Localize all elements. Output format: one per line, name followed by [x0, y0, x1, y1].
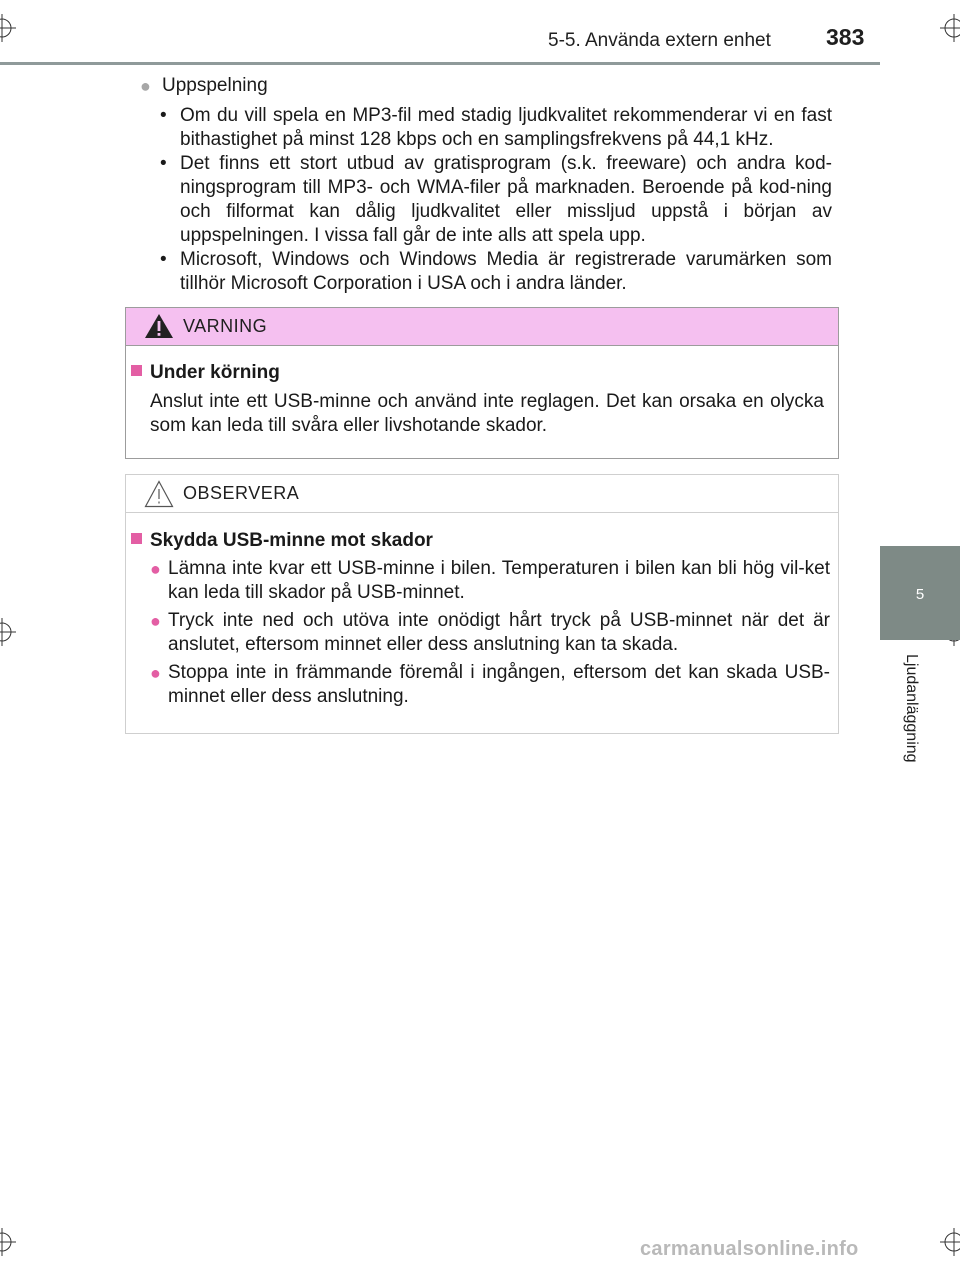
bullet-icon: • — [160, 249, 167, 270]
notice-box — [125, 474, 839, 734]
warning-triangle-icon — [144, 313, 174, 344]
notice-list — [150, 557, 830, 713]
bullet-dot-icon: ● — [150, 559, 161, 579]
list-item-text: Det finns ett stort utbud av gratisprogram (s.k. freeware) och andra kod-ningsprogram till MP3- och WMA-filer på marknaden. Beroende på kod-ning och filformat kan dålig ljudkvalitet eller missljud uppstå i början av uppspelningen. I vissa fall går de inte alls att spela upp. — [180, 153, 832, 246]
watermark: carmanualsonline.info — [640, 1238, 859, 1260]
list-item-text: Om du vill spela en MP3-fil med stadig ljudkvalitet rekommenderar vi en fast bithastighet på minst 128 kbps och en samplingsfrekvens på 44,1 kHz. — [180, 105, 832, 150]
square-bullet-icon — [131, 533, 142, 544]
registration-mark-icon — [0, 1228, 16, 1256]
section-title: 5-5. Använda extern enhet — [548, 30, 771, 51]
list-item — [160, 104, 832, 152]
bullet-dot-icon: ● — [140, 76, 151, 96]
bullet-dot-icon: ● — [150, 611, 161, 631]
registration-mark-icon — [0, 14, 16, 42]
list-item — [160, 152, 832, 248]
registration-mark-icon — [0, 618, 16, 646]
list-item-text: Microsoft, Windows och Windows Media är registrerade varumärken som tillhör Microsoft Corporation i USA och i andra länder. — [180, 249, 832, 294]
warning-box — [125, 307, 839, 459]
list-item — [160, 248, 832, 296]
warning-header — [126, 308, 838, 346]
page-number: 383 — [826, 24, 865, 50]
playback-heading-text: Uppspelning — [162, 75, 268, 96]
warning-label: VARNING — [183, 316, 268, 336]
list-item — [150, 661, 830, 709]
chapter-label: Ljudanläggning — [903, 654, 920, 763]
warning-subtitle — [131, 362, 280, 384]
warning-subtitle-text: Under körning — [150, 362, 280, 383]
bullet-icon: • — [160, 153, 167, 174]
list-item — [150, 609, 830, 657]
notice-label: OBSERVERA — [183, 483, 300, 503]
list-item-text: Lämna inte kvar ett USB-minne i bilen. Temperaturen i bilen kan bli hög vil-ket kan leda till skador på USB-minnet. — [168, 558, 830, 603]
notice-header — [126, 475, 838, 513]
square-bullet-icon — [131, 365, 142, 376]
warning-text: Anslut inte ett USB-minne och använd inte reglagen. Det kan orsaka en olycka som kan leda till svåra eller livshotande skador. — [150, 391, 824, 436]
list-item-text: Tryck inte ned och utöva inte onödigt hårt tryck på USB-minnet när det är anslutet, eftersom minnet eller dess anslutning kan ta skada. — [168, 610, 830, 655]
registration-mark-icon — [940, 14, 960, 42]
chapter-number: 5 — [915, 586, 925, 603]
list-item — [150, 557, 830, 605]
bullet-dot-icon: ● — [150, 663, 161, 683]
notice-subtitle-text: Skydda USB-minne mot skador — [150, 530, 433, 551]
header-divider — [0, 62, 880, 65]
playback-list — [160, 104, 832, 296]
chapter-label-container — [900, 654, 920, 794]
notice-subtitle — [131, 530, 433, 552]
bullet-icon: • — [160, 105, 167, 126]
registration-mark-icon — [940, 1228, 960, 1256]
chapter-tab — [880, 546, 960, 640]
notice-triangle-icon — [144, 480, 174, 513]
list-item-text: Stoppa inte in främmande föremål i ingången, eftersom det kan skada USB-minnet eller dess anslutning. — [168, 662, 830, 707]
